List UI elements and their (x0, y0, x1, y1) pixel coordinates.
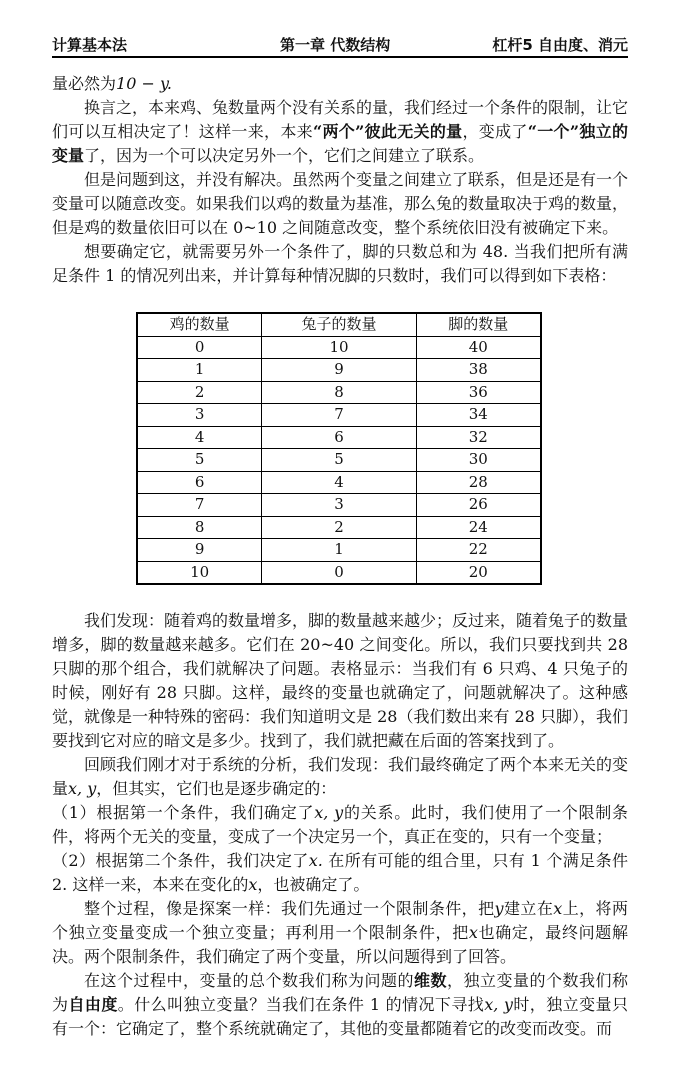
paragraph (52, 96, 628, 168)
text-segment: 整个过程，像是探案一样：我们先通过一个限制条件，把 (84, 899, 495, 918)
paragraph (52, 849, 628, 897)
table-cell: 32 (416, 426, 541, 449)
table-row (137, 336, 541, 359)
column-header: 脚的数量 (416, 313, 541, 336)
table-cell: 6 (262, 426, 416, 449)
text-segment: ，独立变量的个数我们称为 (52, 971, 628, 1014)
paragraph (52, 240, 628, 288)
chapter-title: 第一章 代数结构 (280, 36, 391, 54)
math-expression: x. (308, 851, 323, 870)
bold-term: “两个”彼此无关的量 (312, 122, 463, 141)
text-segment: 在这个过程中，变量的总个数我们称为问题的 (84, 971, 414, 990)
table-cell: 5 (137, 449, 262, 472)
table-row (137, 539, 541, 562)
table-cell: 30 (416, 449, 541, 472)
table-cell: 2 (137, 381, 262, 404)
paragraph (52, 72, 628, 96)
table-row (137, 404, 541, 427)
table-cell: 8 (262, 381, 416, 404)
chicken-rabbit-table (136, 312, 542, 585)
math-expression: x (553, 899, 563, 918)
table-cell: 38 (416, 359, 541, 382)
table-cell: 10 (137, 561, 262, 584)
table-cell: 3 (262, 494, 416, 517)
table-cell: 7 (262, 404, 416, 427)
text-segment: 但是问题到这，并没有解决。虽然两个变量之间建立了联系，但是还是有一个变量可以随意改变。如果我们以鸡的数量为基准，那么兔的数量取决于鸡的数量，但是鸡的数量依旧可以在 0~10 之间随意改变，整个系统依旧没有被确定下来。 (52, 170, 629, 237)
text-segment: 的关系。此时，我们使用了一个限制条件，将两个无关的变量，变成了一个决定另一个，真正在变的，只有一个变量； (52, 803, 629, 846)
table-cell: 0 (262, 561, 416, 584)
paragraph (52, 168, 628, 240)
text-segment: 上，将两个独立变量变成一个独立变量；再利用一个限制条件，把 (52, 899, 628, 942)
book-title: 计算基本法 (52, 36, 128, 54)
text-segment: ，但其实，它们也是逐步确定的： (96, 779, 337, 798)
table-row (137, 359, 541, 382)
paragraph (52, 609, 628, 753)
math-expression: x, y (314, 803, 344, 822)
table-cell: 5 (262, 449, 416, 472)
paragraphs-after-table (52, 609, 628, 1041)
paragraph (52, 753, 628, 801)
bold-term: “一个”独立的变量 (52, 122, 628, 165)
text-segment: ，变成了 (462, 122, 528, 141)
table-cell: 22 (416, 539, 541, 562)
page-body (52, 72, 628, 1041)
bold-term: 自由度 (68, 995, 118, 1014)
table-cell: 10 (262, 336, 416, 359)
paragraphs-before-table (52, 72, 628, 288)
text-segment: 也确定，最终问题解决。两个限制条件，我们确定了两个变量，所以问题得到了回答。 (52, 923, 628, 966)
text-segment: 想要确定它，就需要另外一个条件了，脚的只数总和为 48. 当我们把所有满足条件 1 的情况列出来，并计算每种情况脚的只数时，我们可以得到如下表格： (52, 242, 628, 285)
text-segment: 了，因为一个可以决定另外一个，它们之间建立了联系。 (84, 146, 485, 165)
math-expression: x (468, 923, 478, 942)
text-segment: 我们发现：随着鸡的数量增多，脚的数量越来越少；反过来，随着兔子的数量增多，脚的数量越来越多。它们在 20~40 之间变化。所以，我们只要找到共 28 只脚的那个组合，我们就解决了问题。表格显示：当我们有 6 只鸡、4 只兔子的时候，刚好有 28 只脚。这样，最终的变量也就确定了，问题就解决了。这种感觉，就像是一种特殊的密码：我们知道明文是 28（我们数出来有 28 只脚），我们要找到它对应的暗文是多少。找到了，我们就把藏在后面的答案找到了。 (52, 611, 629, 750)
math-expression: x, y (68, 779, 97, 798)
table-cell: 1 (262, 539, 416, 562)
table-row (137, 516, 541, 539)
table-cell: 34 (416, 404, 541, 427)
table-cell: 20 (416, 561, 541, 584)
math-expression: x (248, 875, 258, 894)
text-segment: 换言之，本来鸡、兔数量两个没有关系的量，我们经过一个条件的限制，让它们可以互相决定了！这样一来，本来 (52, 98, 629, 141)
text-segment: （1）根据第一个条件，我们确定了 (52, 803, 315, 822)
math-expression: x, y (484, 995, 513, 1014)
text-segment: 在所有可能的组合里，只有 1 个满足条件 2. 这样一来，本来在变化的 (52, 851, 628, 894)
column-header: 鸡的数量 (137, 313, 262, 336)
table-cell: 4 (262, 471, 416, 494)
table-row (137, 561, 541, 584)
table-cell: 8 (137, 516, 262, 539)
table-cell: 9 (137, 539, 262, 562)
table-cell: 6 (137, 471, 262, 494)
table-cell: 40 (416, 336, 541, 359)
text-segment: 回顾我们刚才对于系统的分析，我们发现：我们最终确定了两个本来无关的变量 (52, 755, 629, 798)
table-cell: 0 (137, 336, 262, 359)
running-header (52, 34, 628, 58)
table-row (137, 449, 541, 472)
table-cell: 28 (416, 471, 541, 494)
table-row (137, 471, 541, 494)
table-cell: 9 (262, 359, 416, 382)
text-segment: （2）根据第二个条件，我们决定了 (52, 851, 309, 870)
table-row (137, 426, 541, 449)
section-title: 杠杆5 自由度、消元 (492, 36, 628, 54)
paragraph (52, 897, 628, 969)
table-cell: 36 (416, 381, 541, 404)
table-cell: 7 (137, 494, 262, 517)
table-cell: 1 (137, 359, 262, 382)
paragraph (52, 969, 628, 1041)
text-segment: 量必然为 (52, 74, 117, 93)
table-row (137, 494, 541, 517)
text-segment: ，也被确定了。 (257, 875, 370, 894)
text-segment: 建立在 (503, 899, 554, 918)
math-expression: 10 − y. (116, 74, 172, 93)
math-expression: y (494, 899, 504, 918)
column-header: 兔子的数量 (262, 313, 416, 336)
table-cell: 2 (262, 516, 416, 539)
paragraph (52, 801, 628, 849)
text-segment: 时，独立变量只有一个：它确定了，整个系统就确定了，其他的变量都随着它的改变而改变。而 (52, 995, 628, 1038)
table-cell: 24 (416, 516, 541, 539)
bold-term: 维数 (413, 971, 447, 990)
table-row (137, 381, 541, 404)
table-cell: 4 (137, 426, 262, 449)
table-cell: 3 (137, 404, 262, 427)
text-segment: 。什么叫独立变量？当我们在条件 1 的情况下寻找 (117, 995, 485, 1014)
table-cell: 26 (416, 494, 541, 517)
table-header-row (137, 313, 541, 336)
